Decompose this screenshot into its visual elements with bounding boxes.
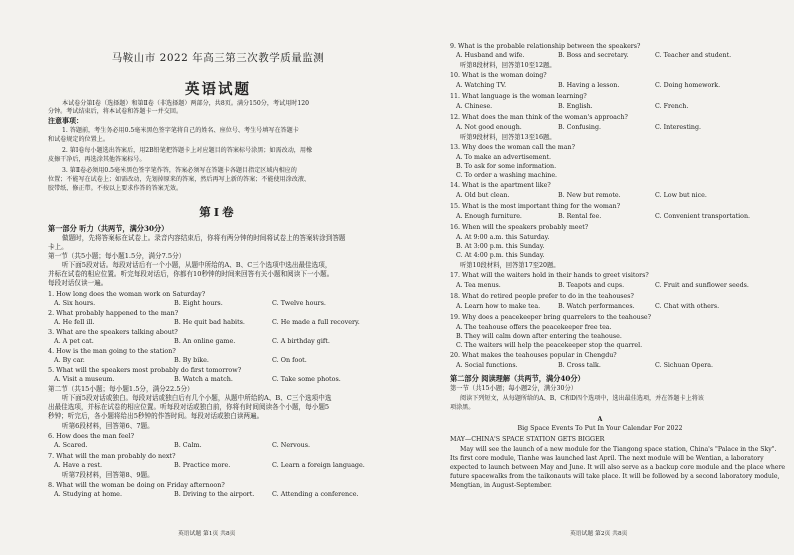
option-a[interactable]: A. Old but clean. [456,192,510,199]
section1-desc: 并标在试卷的相应位置。听完每段对话后，你都有10秒钟的时间来回答有关小题和阅读下一小题。 [48,270,334,278]
question-18: 18. What do retired people prefer to do in the teahouses? [450,293,634,300]
section1-desc: 听下面5段对话。每段对话后有一个小题，从题中所给的A、B、C三个选项中选出最佳选项， [62,261,332,269]
passage-line: Its first core module, Tianhe was launched last April. The next module will be Wentian, a laboratory [450,455,764,462]
instruction-line: 位置；不能写在试卷上；如需改动，先划掉原来的答案，然后再写上新的答案；不能使用涂改液、 [48,176,311,183]
option-b[interactable]: B. Driving to the airport. [174,490,255,498]
option-c[interactable]: C. Fruit and sunflower seeds. [655,282,749,289]
option-b[interactable]: B. Cross talk. [558,362,601,369]
section2-desc: 出最佳选项，并标在试卷的相应位置。听每段对话或独白前，你将有时间阅读各个小题，每小题5 [48,403,330,411]
part2-title: 第二部分 阅读理解（共两节，满分40分） [450,374,585,383]
instruction-line: 本试卷分第Ⅰ卷（选择题）和第Ⅱ卷（非选择题）两部分，共8页。满分150分，考试用时120 [62,100,309,107]
part2-section-title: 第一节（共15小题；每小题2分，满分30分） [450,385,578,392]
passage-line: Mengtian, in August-September. [450,482,552,489]
part2-desc: 项涂黑。 [450,404,475,411]
option-c[interactable]: C. To order a washing machine. [456,172,558,179]
section2-desc: 听下面5段对话或独白。每段对话或独白后有几个小题，从题中所给的A、B、C三个选项中选 [62,394,332,402]
question-1: 1. How long does the woman work on Saturday? [48,290,206,298]
option-c[interactable]: C. The waiters will help the peacekeeper stop the quarrel. [456,342,643,349]
option-b[interactable]: B. Rental fee. [558,213,602,220]
option-a[interactable]: A. Scared. [54,441,88,449]
option-a[interactable]: A. At 9:00 a.m. this Saturday. [456,234,550,241]
notice-heading: 注意事项： [48,116,83,125]
option-b[interactable]: B. An online game. [174,337,236,345]
passage-line: May will see the launch of a new module for the Tiangong space station, China's "Palace in the Sky". [460,446,777,453]
option-a[interactable]: A. Social functions. [456,362,518,369]
option-c[interactable]: C. Nervous. [272,441,311,449]
instruction-line: 皮擦干净后，再选涂其他答案标号。 [48,156,146,163]
option-c[interactable]: C. Chat with others. [655,303,720,310]
option-c[interactable]: C. Learn a foreign language. [272,461,365,469]
option-a[interactable]: A. Watching TV. [456,82,507,89]
page-footer: 英语试题 第2页 共8页 [570,531,628,537]
instruction-line: 和试卷规定的位置上。 [48,136,109,143]
option-b[interactable]: B. They will calm down after entering the teahouse. [456,333,622,340]
instruction-line: 分钟。考试结束后，将本试卷和答题卡一并交回。 [48,108,183,115]
option-b[interactable]: B. Confusing. [558,124,602,131]
option-b[interactable]: B. By bike. [174,356,209,364]
option-a[interactable]: A. He fell ill. [54,318,95,326]
instruction-line: 1. 答题前，考生务必用0.5毫米黑色签字笔将自己的姓名、座位号、考生号填写在答题卡 [62,127,299,134]
option-b[interactable]: B. Watch a match. [174,375,233,383]
option-a[interactable]: A. Learn how to make tea. [456,303,541,310]
part1-title: 第一部分 听力（共两节，满分30分） [48,224,169,233]
listening-hint: 听第6段材料，回答第6、7题。 [62,422,154,430]
option-c[interactable]: C. Take some photos. [272,375,341,383]
option-a[interactable]: A. A pet cat. [54,337,94,345]
option-c[interactable]: C. At 4:00 p.m. this Sunday. [456,252,545,259]
option-a[interactable]: A. The teahouse offers the peacekeeper free tea. [456,324,612,331]
option-b[interactable]: B. New but remote. [558,192,621,199]
listening-hint: 听第10段材料，回答第17至20题。 [460,262,560,269]
option-b[interactable]: B. Watch performances. [558,303,635,310]
option-a[interactable]: A. Not good enough. [456,124,522,131]
option-a[interactable]: A. Six hours. [54,299,96,307]
question-12: 12. What does the man think of the woman's approach? [450,114,628,121]
option-a[interactable]: A. Studying at home. [54,490,122,498]
question-3: 3. What are the speakers talking about? [48,328,178,336]
option-c[interactable]: C. Convenient transportation. [655,213,751,220]
subject-title: 英语试题 [185,81,251,98]
option-a[interactable]: A. Tea menus. [456,282,501,289]
question-13: 13. Why does the woman call the man? [450,144,575,151]
option-c[interactable]: C. Interesting. [655,124,701,131]
option-c[interactable]: C. French. [655,103,689,110]
option-b[interactable]: B. Calm. [174,441,202,449]
question-11: 11. What language is the woman learning? [450,93,587,100]
exam-title: 马鞍山市 2022 年高三第三次教学质量监测 [111,52,325,64]
option-b[interactable]: B. Teapots and cups. [558,282,625,289]
page-footer: 英语试题 第1页 共8页 [178,531,236,537]
passage-line: future spacewalks from the taikonauts will take place. It will be followed by a second laboratory module, [450,473,780,480]
option-a[interactable]: A. By car. [54,356,85,364]
section1-title: 第一节（共5小题；每小题1.5分，满分7.5分） [48,252,186,260]
section2-desc: 秒钟；听完后，各小题将给出5秒钟的作答时间。每段对话或独白读两遍。 [48,412,264,420]
passage-letter: A [597,416,603,423]
option-c[interactable]: C. Twelve hours. [272,299,326,307]
option-c[interactable]: C. Teacher and student. [655,52,732,59]
option-b[interactable]: B. Practice more. [174,461,231,469]
question-5: 5. What will the speakers most probably do first tomorrow? [48,366,242,374]
option-a[interactable]: A. Have a rest. [54,461,103,469]
option-b[interactable]: B. He quit bad habits. [174,318,245,326]
question-8: 8. What will the woman be doing on Friday afternoon? [48,481,225,489]
question-7: 7. What will the man probably do next? [48,452,176,460]
option-c[interactable]: C. On foot. [272,356,307,364]
option-c[interactable]: C. Doing homework. [655,82,721,89]
left-page [48,0,388,555]
question-4: 4. How is the man going to the station? [48,347,176,355]
passage-line: expected to launch between May and June. It will also serve as a backup core module and the place where [450,464,786,471]
section1-desc: 每段对话仅读一遍。 [48,279,108,287]
listening-hint: 听第7段材料，回答第8、9题。 [62,471,154,479]
part1-desc: 做题时，先将答案标在试卷上。录音内容结束后，你将有两分钟的时间将试卷上的答案转涂到答题 [62,234,346,242]
option-b[interactable]: B. At 3:00 p.m. this Sunday. [456,243,545,250]
option-a[interactable]: A. Chinese. [456,103,493,110]
question-10: 10. What is the woman doing? [450,72,547,79]
question-2: 2. What probably happened to the man? [48,309,179,317]
passage-title: Big Space Events To Put In Your Calendar For 2022 [517,425,683,432]
question-6: 6. How does the man feel? [48,432,134,440]
option-c[interactable]: C. Sichuan Opera. [655,362,714,369]
option-b[interactable]: B. Eight hours. [174,299,223,307]
option-c[interactable]: C. Low but nice. [655,192,707,199]
question-19: 19. Why does a peacekeeper bring quarrelers to the teahouse? [450,314,652,321]
listening-hint: 听第9段材料，回答第13至16题。 [460,134,556,141]
listening-hint: 听第8段材料，回答第10至12题。 [460,62,556,69]
option-b[interactable]: B. English. [558,103,593,110]
question-20: 20. What makes the teahouses popular in Chengdu? [450,352,617,359]
section2-title: 第二节（共15小题；每小题1.5分，满分22.5分） [48,385,194,393]
option-b[interactable]: B. Boss and secretary. [558,52,629,59]
right-page [450,0,786,555]
option-c[interactable]: C. He made a full recovery. [272,318,360,326]
instruction-line: 2. 第Ⅰ卷每小题选出答案后，用2B铅笔把答题卡上对应题目的答案标号涂黑；如需改动，用橡 [62,147,313,154]
part2-desc: 阅读下列短文，从每题所给的A、B、C和D四个选项中，选出最佳选项，并在答题卡上将该 [460,395,704,402]
option-c[interactable]: C. Attending a conference. [272,490,359,498]
question-17: 17. What will the waiters hold in their hands to greet visitors? [450,272,649,279]
option-b[interactable]: B. To ask for some information. [456,163,557,170]
option-b[interactable]: B. Having a lesson. [558,82,620,89]
question-15: 15. What is the most important thing for the woman? [450,203,621,210]
question-14: 14. What is the apartment like? [450,182,551,189]
option-a[interactable]: A. Visit a museum. [54,375,115,383]
question-9: 9. What is the probable relationship between the speakers? [450,43,641,50]
option-a[interactable]: A. Enough furniture. [456,213,522,220]
instruction-line: 3. 第Ⅱ卷必须用0.5毫米黑色签字笔作答，答案必须写在答题卡各题目指定区域内相应的 [62,167,297,174]
option-a[interactable]: A. Husband and wife. [456,52,525,59]
passage-heading: MAY—CHINA'S SPACE STATION GETS BIGGER [450,436,605,443]
option-a[interactable]: A. To make an advertisement. [456,154,552,161]
option-c[interactable]: C. A birthday gift. [272,337,330,345]
instruction-line: 胶带纸、修正带。不按以上要求作答的答案无效。 [48,185,183,192]
volume-title: 第Ⅰ卷 [199,205,237,219]
part1-desc: 卡上。 [48,243,68,251]
question-16: 16. When will the speakers probably meet? [450,224,589,231]
